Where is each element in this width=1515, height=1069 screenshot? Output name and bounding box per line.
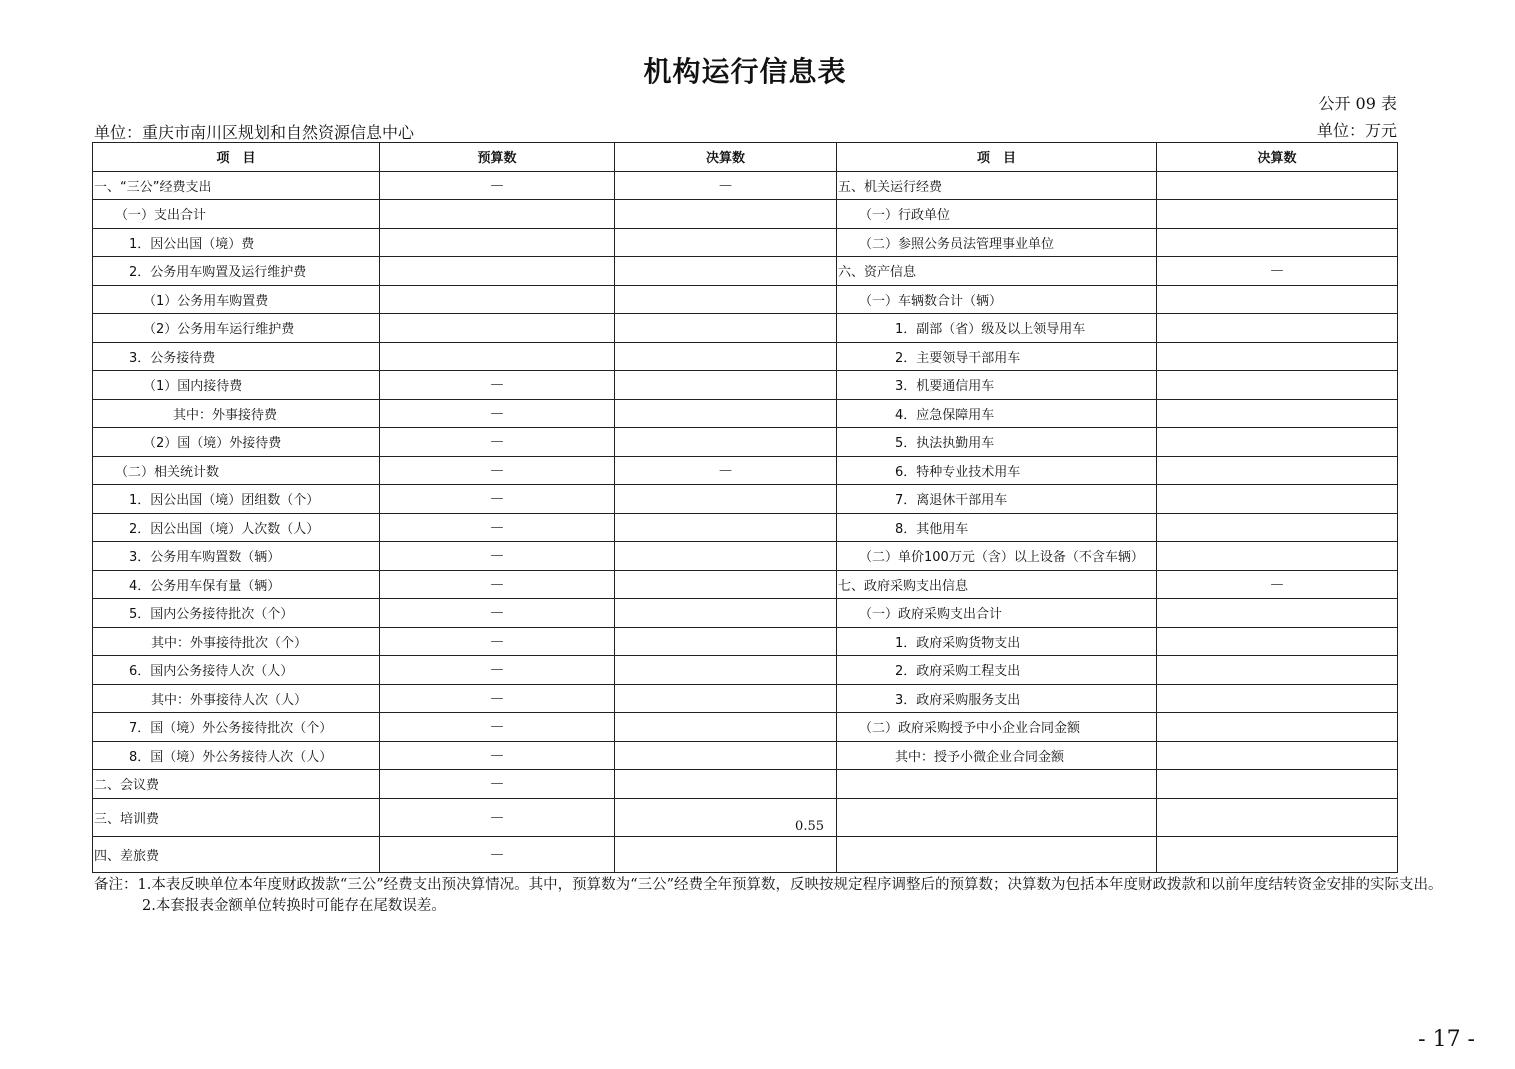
table-row — [93, 513, 1398, 542]
row-budget-value: — — [380, 713, 615, 742]
row-final-value — [615, 399, 837, 428]
row-final-value-right — [1157, 798, 1398, 836]
row-final-value-right — [1157, 456, 1398, 485]
row-item-left: （2）公务用车运行维护费 — [93, 314, 380, 343]
row-item-right: （二）单价100万元（含）以上设备（不含车辆） — [837, 542, 1157, 571]
footnotes — [94, 875, 1479, 917]
footnote-1: 备注：1.本表反映单位本年度财政拨款“三公”经费支出预决算情况。其中，预算数为“三公”经费全年预算数，反映按规定程序调整后的预算数；决算数为包括本年度财政拨款和以前年度结转资金安排的实际支出。 — [94, 877, 1443, 893]
row-budget-value: — — [380, 542, 615, 571]
row-item-right: （一）政府采购支出合计 — [837, 599, 1157, 628]
row-item-right: 4．应急保障用车 — [837, 399, 1157, 428]
row-budget-value: — — [380, 456, 615, 485]
row-item-left: （1）公务用车购置费 — [93, 285, 380, 314]
row-item-left: 1．因公出国（境）团组数（个） — [93, 485, 380, 514]
row-final-value: — — [615, 456, 837, 485]
row-item-right: 6．特种专业技术用车 — [837, 456, 1157, 485]
row-budget-value: — — [380, 171, 615, 200]
table-row — [93, 741, 1398, 770]
table-row — [93, 485, 1398, 514]
row-budget-value: — — [380, 798, 615, 836]
table-row — [93, 770, 1398, 799]
row-budget-value: — — [380, 399, 615, 428]
table-row — [93, 399, 1398, 428]
row-final-value-right: — — [1157, 257, 1398, 286]
row-final-value-right — [1157, 656, 1398, 685]
row-final-value — [615, 513, 837, 542]
row-item-right: （二）政府采购授予中小企业合同金额 — [837, 713, 1157, 742]
form-number: 公开 09 表 — [1318, 94, 1397, 113]
row-final-value — [615, 200, 837, 229]
row-item-right: 3．机要通信用车 — [837, 371, 1157, 400]
row-final-value-right — [1157, 741, 1398, 770]
row-final-value-right — [1157, 684, 1398, 713]
row-item-left: 一、“三公”经费支出 — [93, 171, 380, 200]
row-item-right: 其中：授予小微企业合同金额 — [837, 741, 1157, 770]
row-item-left: 5．国内公务接待批次（个） — [93, 599, 380, 628]
row-item-left: 7．国（境）外公务接待批次（个） — [93, 713, 380, 742]
institution-operation-table — [92, 142, 1398, 873]
table-row — [93, 713, 1398, 742]
currency-unit: 单位：万元 — [1316, 121, 1397, 140]
row-final-value-right — [1157, 542, 1398, 571]
row-budget-value: — — [380, 684, 615, 713]
row-final-value-right — [1157, 171, 1398, 200]
row-item-right: 7．离退休干部用车 — [837, 485, 1157, 514]
table-row — [93, 428, 1398, 457]
table-row — [93, 684, 1398, 713]
row-final-value-right — [1157, 599, 1398, 628]
table-row — [93, 371, 1398, 400]
row-budget-value: — — [380, 656, 615, 685]
table-row — [93, 342, 1398, 371]
table-row — [93, 285, 1398, 314]
row-item-right: 1．政府采购货物支出 — [837, 627, 1157, 656]
header-final: 决算数 — [615, 143, 837, 172]
table-row — [93, 171, 1398, 200]
row-item-right: （二）参照公务员法管理事业单位 — [837, 228, 1157, 257]
row-budget-value: — — [380, 836, 615, 872]
table-header-row — [93, 143, 1398, 172]
row-item-left: 3．公务用车购置数（辆） — [93, 542, 380, 571]
row-budget-value — [380, 342, 615, 371]
row-item-right: 2．政府采购工程支出 — [837, 656, 1157, 685]
row-item-left: 三、培训费 — [93, 798, 380, 836]
page-title: 机构运行信息表 — [643, 55, 847, 88]
row-item-left: （2）国（境）外接待费 — [93, 428, 380, 457]
row-final-value-right — [1157, 342, 1398, 371]
row-budget-value — [380, 200, 615, 229]
table-row — [93, 314, 1398, 343]
row-final-value — [615, 570, 837, 599]
row-final-value-right — [1157, 399, 1398, 428]
row-final-value-right — [1157, 836, 1398, 872]
row-item-right: 8．其他用车 — [837, 513, 1157, 542]
row-item-right: （一）行政单位 — [837, 200, 1157, 229]
row-final-value — [615, 627, 837, 656]
row-item-left: 1．因公出国（境）费 — [93, 228, 380, 257]
row-final-value: 0.55 — [615, 798, 837, 836]
row-final-value — [615, 599, 837, 628]
row-item-left: 二、会议费 — [93, 770, 380, 799]
row-item-left: 其中：外事接待人次（人） — [93, 684, 380, 713]
table-row — [93, 570, 1398, 599]
row-final-value-right — [1157, 513, 1398, 542]
table-row — [93, 599, 1398, 628]
row-item-left: 2．因公出国（境）人次数（人） — [93, 513, 380, 542]
table-row — [93, 257, 1398, 286]
row-final-value-right — [1157, 713, 1398, 742]
table-row — [93, 798, 1398, 836]
row-final-value — [615, 257, 837, 286]
table-row — [93, 200, 1398, 229]
row-final-value-right — [1157, 285, 1398, 314]
row-final-value: — — [615, 171, 837, 200]
row-budget-value: — — [380, 513, 615, 542]
row-final-value — [615, 428, 837, 457]
row-budget-value: — — [380, 627, 615, 656]
row-final-value-right — [1157, 228, 1398, 257]
header-final-right: 决算数 — [1157, 143, 1398, 172]
row-item-right: 五、机关运行经费 — [837, 171, 1157, 200]
row-final-value-right — [1157, 314, 1398, 343]
header-item-left: 项 目 — [93, 143, 380, 172]
reporting-unit: 单位：重庆市南川区规划和自然资源信息中心 — [94, 123, 415, 142]
row-item-right: （一）车辆数合计（辆） — [837, 285, 1157, 314]
row-final-value-right — [1157, 627, 1398, 656]
row-final-value-right — [1157, 371, 1398, 400]
row-item-left: 四、差旅费 — [93, 836, 380, 872]
table-row — [93, 656, 1398, 685]
table-row — [93, 228, 1398, 257]
row-final-value — [615, 285, 837, 314]
row-budget-value: — — [380, 485, 615, 514]
row-final-value — [615, 684, 837, 713]
row-item-left: 3．公务接待费 — [93, 342, 380, 371]
row-final-value-right — [1157, 428, 1398, 457]
row-budget-value — [380, 314, 615, 343]
header-budget: 预算数 — [380, 143, 615, 172]
row-item-left: （1）国内接待费 — [93, 371, 380, 400]
row-final-value — [615, 770, 837, 799]
row-item-left: 2．公务用车购置及运行维护费 — [93, 257, 380, 286]
row-budget-value: — — [380, 371, 615, 400]
row-item-left: 8．国（境）外公务接待人次（人） — [93, 741, 380, 770]
row-final-value — [615, 314, 837, 343]
page-number: - 17 - — [1418, 1027, 1475, 1052]
row-final-value-right — [1157, 200, 1398, 229]
row-budget-value: — — [380, 770, 615, 799]
row-item-right — [837, 770, 1157, 799]
row-final-value — [615, 228, 837, 257]
row-final-value — [615, 836, 837, 872]
row-item-right — [837, 798, 1157, 836]
row-final-value-right — [1157, 770, 1398, 799]
row-final-value-right — [1157, 485, 1398, 514]
row-item-right: 2．主要领导干部用车 — [837, 342, 1157, 371]
row-final-value-right: — — [1157, 570, 1398, 599]
row-budget-value: — — [380, 599, 615, 628]
row-item-left: 6．国内公务接待人次（人） — [93, 656, 380, 685]
row-budget-value: — — [380, 570, 615, 599]
row-final-value — [615, 741, 837, 770]
row-item-left: （二）相关统计数 — [93, 456, 380, 485]
row-item-right: 5．执法执勤用车 — [837, 428, 1157, 457]
row-final-value — [615, 371, 837, 400]
row-item-left: （一）支出合计 — [93, 200, 380, 229]
row-item-right: 1．副部（省）级及以上领导用车 — [837, 314, 1157, 343]
table-row — [93, 836, 1398, 872]
row-item-left: 其中：外事接待费 — [93, 399, 380, 428]
row-final-value — [615, 656, 837, 685]
row-item-right — [837, 836, 1157, 872]
row-final-value — [615, 713, 837, 742]
row-final-value — [615, 542, 837, 571]
row-final-value — [615, 485, 837, 514]
table-row — [93, 456, 1398, 485]
row-budget-value — [380, 257, 615, 286]
row-item-right: 七、政府采购支出信息 — [837, 570, 1157, 599]
row-item-right: 3．政府采购服务支出 — [837, 684, 1157, 713]
row-budget-value: — — [380, 428, 615, 457]
footnote-2: 2.本套报表金额单位转换时可能存在尾数误差。 — [142, 898, 446, 914]
table-row — [93, 542, 1398, 571]
table-row — [93, 627, 1398, 656]
row-final-value — [615, 342, 837, 371]
row-item-left: 4．公务用车保有量（辆） — [93, 570, 380, 599]
header-item-right: 项 目 — [837, 143, 1157, 172]
row-item-left: 其中：外事接待批次（个） — [93, 627, 380, 656]
row-budget-value — [380, 228, 615, 257]
row-budget-value: — — [380, 741, 615, 770]
row-item-right: 六、资产信息 — [837, 257, 1157, 286]
row-budget-value — [380, 285, 615, 314]
